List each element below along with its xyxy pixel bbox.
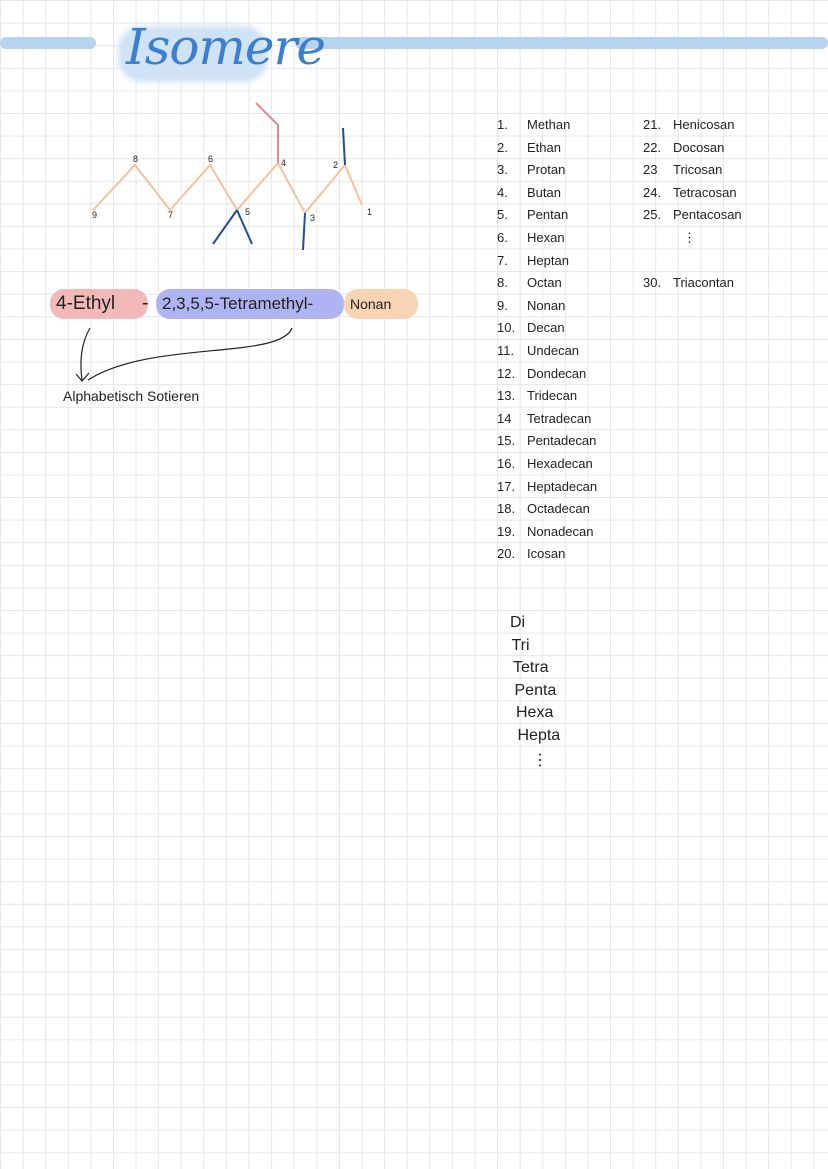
list-item [497, 317, 597, 340]
list-item [497, 182, 597, 205]
list-item [497, 137, 597, 160]
list-item [497, 250, 597, 273]
item-number: 6. [497, 229, 508, 245]
item-label: Nonan [527, 297, 566, 313]
prefix-list [510, 612, 560, 748]
item-number: 17. [497, 478, 516, 494]
item-number: 16. [497, 455, 516, 471]
item-label: Tetracosan [673, 184, 737, 200]
methyl-branch [343, 128, 345, 165]
item-label: Pentan [527, 207, 569, 223]
atom-number: 7 [168, 210, 174, 220]
list-item [497, 385, 597, 408]
name-chain: Nonan [344, 289, 418, 319]
item-number: 23 [643, 162, 658, 178]
note-alphabetical: Alphabetisch Sotieren [63, 388, 200, 404]
prefix-item: Tetra [513, 659, 549, 677]
item-label: Protan [527, 162, 566, 178]
item-label: Henicosan [673, 117, 735, 132]
item-number: 5. [497, 207, 508, 223]
list-item [643, 182, 742, 205]
item-label: Pentadecan [527, 433, 597, 449]
item-number: 11. [497, 342, 515, 358]
atom-number: 5 [245, 207, 251, 217]
item-label: Methan [527, 117, 571, 132]
list-item [497, 363, 597, 386]
list-item [497, 340, 597, 363]
list-item [643, 137, 742, 160]
methyl-branch [303, 213, 305, 250]
item-label: Nonadecan [527, 523, 594, 539]
prefix-item: Hexa [516, 704, 554, 722]
prefix-item: Tri [511, 636, 530, 654]
atom-number: 9 [92, 210, 98, 220]
atom-number: 6 [208, 154, 214, 164]
item-label: Pentacosan [673, 207, 742, 223]
list-item [497, 295, 597, 318]
item-label: Hexadecan [527, 455, 593, 471]
item-number: 14 [497, 410, 512, 426]
item-number: 8. [497, 275, 508, 291]
item-number: 22. [643, 139, 662, 155]
item-number: 4. [497, 184, 508, 200]
item-label: Undecan [527, 342, 580, 358]
item-label: Decan [527, 320, 565, 336]
list-item [497, 543, 597, 566]
item-label: Octan [527, 275, 562, 291]
list-item [497, 408, 597, 431]
item-label: Tridecan [527, 388, 578, 404]
item-number: 15. [497, 433, 516, 449]
list-item [497, 430, 597, 453]
arrow-head [76, 373, 89, 381]
list-item [497, 114, 597, 137]
alkane-list-2 [643, 114, 742, 295]
list-item [497, 227, 597, 250]
arrow-line [81, 328, 90, 380]
item-label: Docosan [673, 139, 725, 155]
list-item [497, 204, 597, 227]
ethyl-branch [256, 103, 278, 163]
atom-number: 2 [333, 160, 339, 170]
item-number: 18. [497, 501, 516, 517]
alkane-list-1 [497, 114, 597, 566]
item-number: 1. [497, 117, 508, 132]
item-number: 24. [643, 184, 662, 200]
prefix-item: Penta [514, 681, 557, 699]
arrow-line [88, 328, 292, 380]
item-label: Butan [527, 184, 561, 200]
list-item [497, 521, 597, 544]
list-item [497, 272, 597, 295]
item-label: Tetradecan [527, 410, 592, 426]
list-item [497, 159, 597, 182]
prefix-item: Hepta [517, 726, 561, 744]
item-label: Hexan [527, 229, 565, 245]
page-title: Isomere [126, 18, 326, 76]
item-number: 13. [497, 388, 516, 404]
item-number: 20. [497, 546, 516, 562]
list-item: 30. Triacontan [643, 275, 734, 291]
main-chain [93, 163, 362, 213]
list-item [497, 498, 597, 521]
prefix-item: Di [510, 614, 526, 631]
item-number: 2. [497, 139, 508, 155]
ellipsis: ⋮ [683, 229, 696, 245]
list-item [497, 476, 597, 499]
atom-number: 4 [281, 158, 287, 168]
item-label: Ethan [527, 139, 561, 155]
list-item [497, 453, 597, 476]
item-number: 7. [497, 252, 508, 268]
item-label: Octadecan [527, 501, 590, 517]
item-label: Heptan [527, 252, 569, 268]
item-label: Dondecan [527, 365, 587, 381]
list-item [643, 159, 742, 182]
item-number: 12. [497, 365, 516, 381]
name-separator: - [142, 293, 149, 314]
list-item [643, 114, 742, 137]
methyl-branch [213, 210, 237, 244]
item-number: 10. [497, 320, 516, 336]
list-item [643, 204, 742, 227]
item-label: Heptadecan [527, 478, 598, 494]
prefix-ellipsis: ⋮ [532, 752, 548, 769]
item-number: 3. [497, 162, 508, 178]
atom-number: 8 [133, 154, 139, 164]
name-methyl: 2,3,5,5-Tetramethyl- [156, 289, 344, 319]
item-number: 9. [497, 297, 508, 313]
item-number: 19. [497, 523, 516, 539]
atom-number: 1 [367, 207, 373, 217]
item-number: 25. [643, 207, 662, 223]
item-label: Tricosan [673, 162, 723, 178]
item-number: 21. [643, 117, 662, 132]
item-label: Icosan [527, 546, 566, 562]
atom-number: 3 [310, 213, 316, 223]
name-ethyl: 4-Ethyl [50, 289, 148, 319]
